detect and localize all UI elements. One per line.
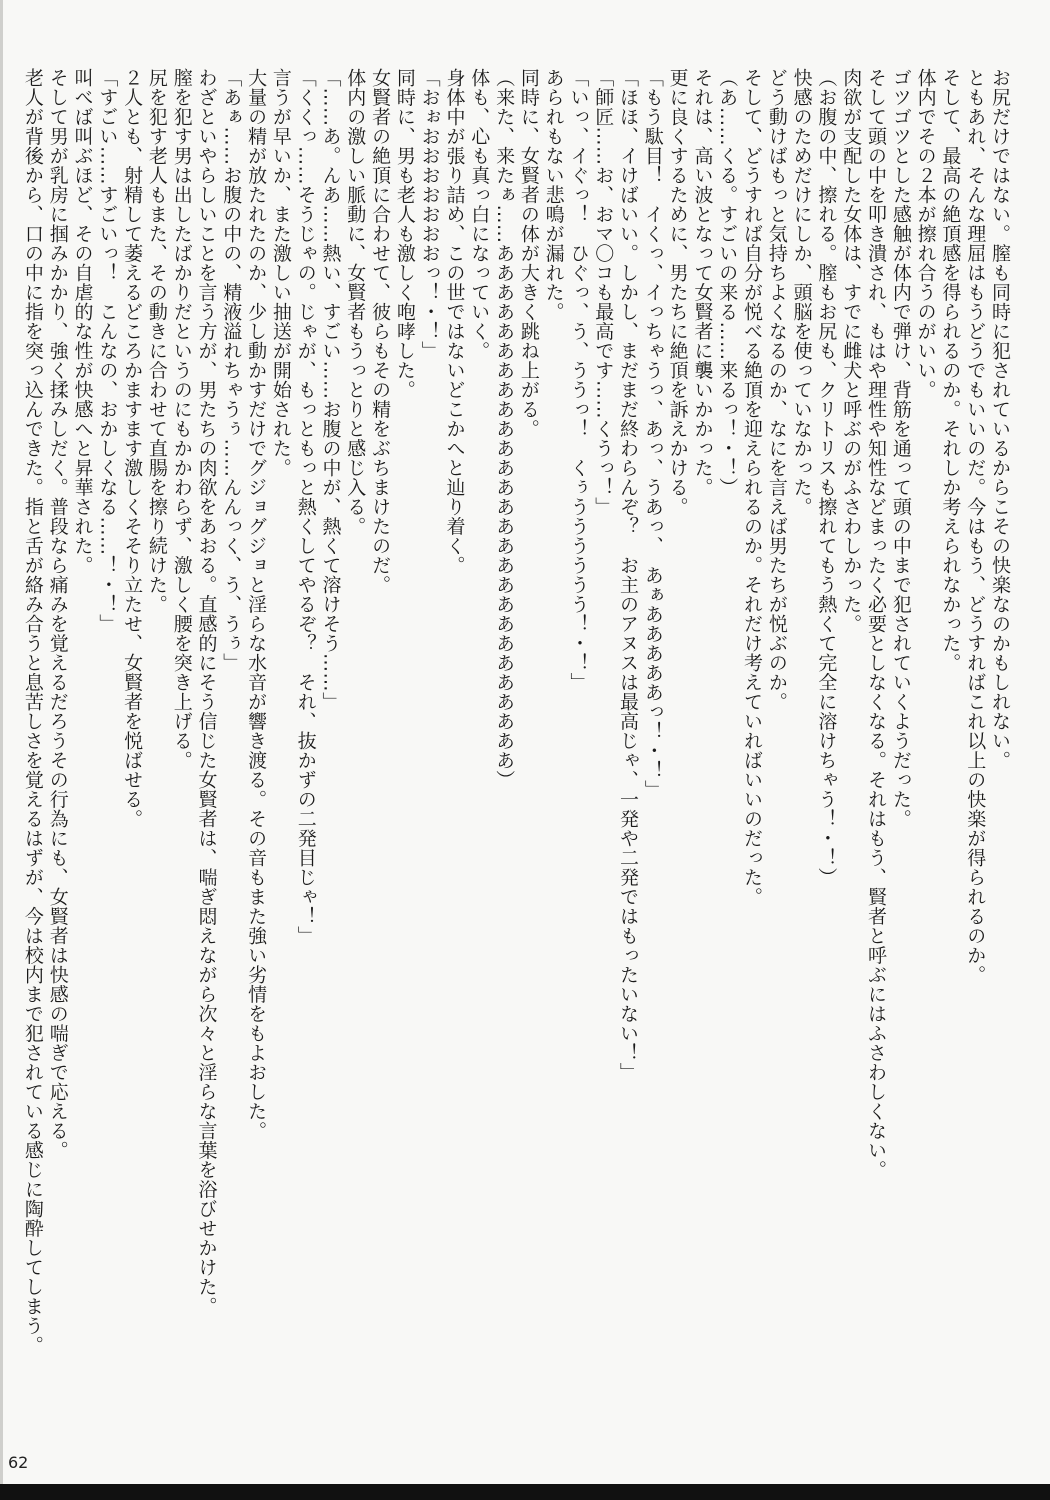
text-line: （お腹の中、擦れる。膣もお尻も、クリトリスも擦れてもう熱くて完全に溶けちゃう！・！）	[815, 68, 838, 887]
text-line: （あ……くる。すごいの来る……来るっ！・！）	[716, 68, 739, 497]
text-line: お尻だけではない。膣も同時に犯されているからこその快楽なのかもしれない。	[989, 68, 1011, 770]
page-number: 62	[8, 1453, 29, 1472]
vertical-text-block	[20, 68, 1012, 1428]
text-line: ２人とも、射精して萎えるどころかますます激しくそそり立たせ、女賢者を悦ばせる。	[121, 68, 144, 829]
text-line: それは、高い波となって女賢者に襲いかかった。	[691, 68, 714, 497]
text-line: 体内でその２本が擦れ合うのがいい。	[914, 68, 937, 400]
text-line: 体も、心も真っ白になっていく。	[468, 68, 491, 361]
text-line: 老人が背後から、口の中に指を突っ込んできた。指と舌が絡み合うと息苦しさを覚えるはずが、今は校内まで犯されている感じに陶酔してしまう。	[21, 68, 44, 1355]
text-line: 更に良くするために、男たちに絶頂を訴えかける。	[666, 68, 689, 517]
text-line: 女賢者の絶頂に合わせて、彼らもその精をぶちまけたのだ。	[369, 68, 392, 595]
text-line: 身体中が張り詰め、この世ではないどこかへと辿り着く。	[443, 68, 466, 575]
text-line: 快感のためだけにしか、頭脳を使っていなかった。	[790, 68, 813, 517]
text-line: 肉欲が支配した女体は、すでに雌犬と呼ぶのがふさわしかった。	[840, 68, 863, 634]
text-line: 同時に、女賢者の体が大きく跳ね上がる。	[517, 68, 540, 439]
text-line: 体内の激しい脈動に、女賢者もうっとりと感じ入る。	[344, 68, 367, 536]
text-line: 叫べば叫ぶほど、その自虐的な性が快感へと昇華された。	[71, 68, 94, 575]
text-line: 「あぁ……お腹の中の、精液溢れちゃうぅ……んんっく、う、うぅ」	[220, 68, 243, 673]
text-line: （来た、来たぁ……あああああああああああああああああああああああああああ）	[493, 68, 516, 790]
text-line: 大量の精が放たれたのか、少し動かすだけでグジョグジョと淫らな水音が響き渡る。その音もまた強い劣情をもよおした。	[245, 68, 268, 1141]
text-line: 「すごい……すごいっ！ こんなの、おかしくなる……！・！」	[96, 68, 119, 634]
text-line: どう動けばもっと気持ちよくなるのか、なにを言えば男たちが悦ぶのか。	[765, 68, 788, 712]
text-line: そして、最高の絶頂感を得られるのか。それしか考えられなかった。	[939, 68, 962, 673]
text-line: ゴツゴツとした感触が体内で弾け、背筋を通って頭の中まで犯されていくようだった。	[889, 68, 912, 829]
text-line: 「もう駄目！ イくっ、イっちゃうっ、あっ、うあっ、 あぁあああああっ！・！」	[641, 68, 664, 800]
text-line: 同時に、男も老人も激しく咆哮した。	[393, 68, 416, 400]
text-line: そして男が乳房に掴みかかり、強く揉みしだく。普段なら痛みを覚えるだろうその行為にも、女賢者は快感の喘ぎで応える。	[46, 68, 69, 1160]
text-line: そして頭の中を叩き潰され、もはや理性や知性などまったく必要としなくなる。それはもう、賢者と呼ぶにはふさわしくない。	[865, 68, 888, 1180]
page-edge	[0, 0, 3, 1500]
text-line: 「おぉおおおおおおおっ！・！」	[418, 68, 441, 361]
text-line: 「ほほ、イけばいい。しかし、まだまだ終わらんぞ？ お主のアヌスは最高じゃ、一発や二発ではもったいない！」	[617, 68, 640, 1082]
text-line: 言うが早いか、また激しい抽送が開始された。	[269, 68, 292, 478]
text-line: 「……あ。んあ……熱い、すごい……お腹の中が、熱くて溶けそう……」	[319, 68, 342, 712]
text-line: 膣を犯す男は出したばかりだというのにもかかわらず、激しく腰を突き上げる。	[170, 68, 193, 770]
text-line: 「いっ、イぐっ！ ひぐっ、う、ううっ！ くぅうううううう！・！」	[567, 68, 590, 692]
text-line: あられもない悲鳴が漏れた。	[542, 68, 565, 322]
text-line: そして、どうすれば自分が悦べる絶頂を迎えられるのか。それだけ考えていればいいのだった。	[741, 68, 764, 907]
footer-bar	[0, 1484, 1050, 1500]
text-line: ともあれ、そんな理屈はもうどうでもいいのだ。今はもう、どうすればこれ以上の快楽が得られるのか。	[964, 68, 987, 985]
text-line: 尻を犯す老人もまた、その動きに合わせて直腸を擦り続けた。	[145, 68, 168, 614]
text-line: 「くくっ……そうじゃの。じゃが、もっともっと熱くしてやるぞ？ それ、抜かずの二発目じゃ！」	[294, 68, 317, 946]
text-line: わざといやらしいことを言う方が、男たちの肉欲をあおる。直感的にそう信じた女賢者は、喘ぎ悶えながら次々と淫らな言葉を浴びせかけた。	[195, 68, 218, 1316]
text-line: 「師匠……お、おマ〇コも最高です……くうっ！」	[592, 68, 615, 517]
